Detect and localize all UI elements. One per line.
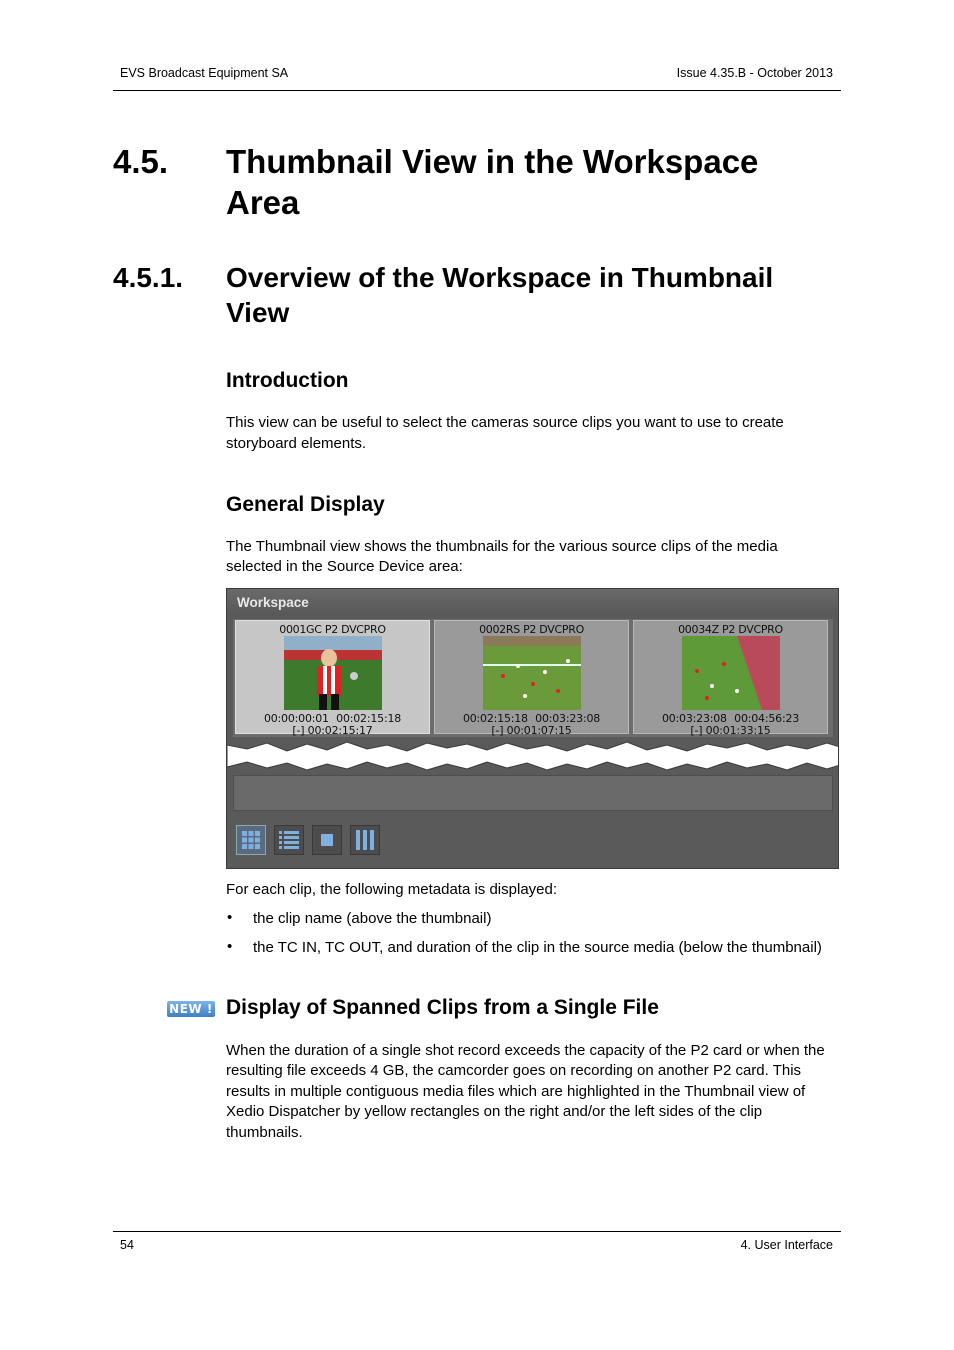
subsection-title-line1: Overview of the Workspace in Thumbnail [226,262,774,293]
introduction-heading: Introduction [226,369,349,392]
grid-view-button[interactable] [236,825,266,855]
spanned-line-2: resulting file exceeds 4 GB, the camcorder goes on recording on another P2 card. This [226,1062,802,1079]
footer-page-number: 54 [120,1238,134,1252]
clip-timecodes: 00:00:00:01 00:02:15:18 [263,712,402,725]
metadata-intro: For each clip, the following metadata is displayed: [226,881,558,898]
list-view-button[interactable] [274,825,304,855]
header-company: EVS Broadcast Equipment SA [120,66,289,80]
column-view-button[interactable] [350,825,380,855]
single-view-icon [313,826,341,854]
general-display-line1: The Thumbnail view shows the thumbnails for the various source clips of the media [226,538,778,555]
list-view-icon [275,826,303,854]
torn-edge-separator [227,735,839,779]
grid-view-icon [237,826,265,854]
workspace-panel [226,588,839,869]
clip-thumbnail[interactable] [633,620,828,737]
bullet-marker: • [227,938,233,955]
single-view-button[interactable] [312,825,342,855]
clip-duration: [-] 00:01:07:15 [491,724,572,737]
clip-name: 0001GC P2 DVCPRO [279,623,386,636]
metadata-bullet-2: the TC IN, TC OUT, and duration of the clip in the source media (below the thumbnail) [253,939,822,956]
footer-rule [113,1231,841,1232]
clip-image [682,636,780,710]
clip-image [284,636,382,710]
new-badge: NEW ! [167,1001,215,1017]
general-display-line2: selected in the Source Device area: [226,558,463,575]
spanned-line-3: results in multiple contiguous media files which are highlighted in the Thumbnail view of [226,1083,806,1100]
clip-name: 0002RS P2 DVCPRO [479,623,584,636]
header-rule [113,90,841,91]
bullet-marker: • [227,909,233,926]
introduction-line1: This view can be useful to select the cameras source clips you want to use to create [226,414,784,431]
spanned-line-4: Xedio Dispatcher by yellow rectangles on the right and/or the left sides of the clip [226,1103,763,1120]
column-view-icon [351,826,379,854]
clip-timecodes: 00:03:23:08 00:04:56:23 [661,712,800,725]
workspace-title: Workspace [237,595,309,610]
clip-duration: [-] 00:01:33:15 [690,724,771,737]
section-title-line1: Thumbnail View in the Workspace [226,143,759,180]
clip-duration: [-] 00:02:15:17 [292,724,373,737]
clip-name: 00034Z P2 DVCPRO [678,623,783,636]
clip-timecodes: 00:02:15:18 00:03:23:08 [462,712,601,725]
thumbnail-area [233,619,833,737]
footer-chapter: 4. User Interface [740,1238,833,1252]
general-display-heading: General Display [226,493,385,516]
spanned-line-5: thumbnails. [226,1124,303,1141]
spanned-line-1: When the duration of a single shot record exceeds the capacity of the P2 card or when the [226,1042,825,1059]
introduction-line2: storyboard elements. [226,435,367,452]
spanned-heading: Display of Spanned Clips from a Single File [226,996,659,1019]
header-issue: Issue 4.35.B - October 2013 [676,66,833,80]
subsection-title-line2: View [226,297,290,328]
metadata-bullet-1: the clip name (above the thumbnail) [253,910,492,927]
clip-thumbnail[interactable] [434,620,629,737]
section-title-line2: Area [226,184,300,221]
clip-image [483,636,581,710]
clip-thumbnail[interactable] [235,620,430,737]
section-number: 4.5. [113,143,169,180]
workspace-empty-area [233,775,833,811]
workspace-title-bar [227,589,838,615]
subsection-number: 4.5.1. [113,262,184,293]
